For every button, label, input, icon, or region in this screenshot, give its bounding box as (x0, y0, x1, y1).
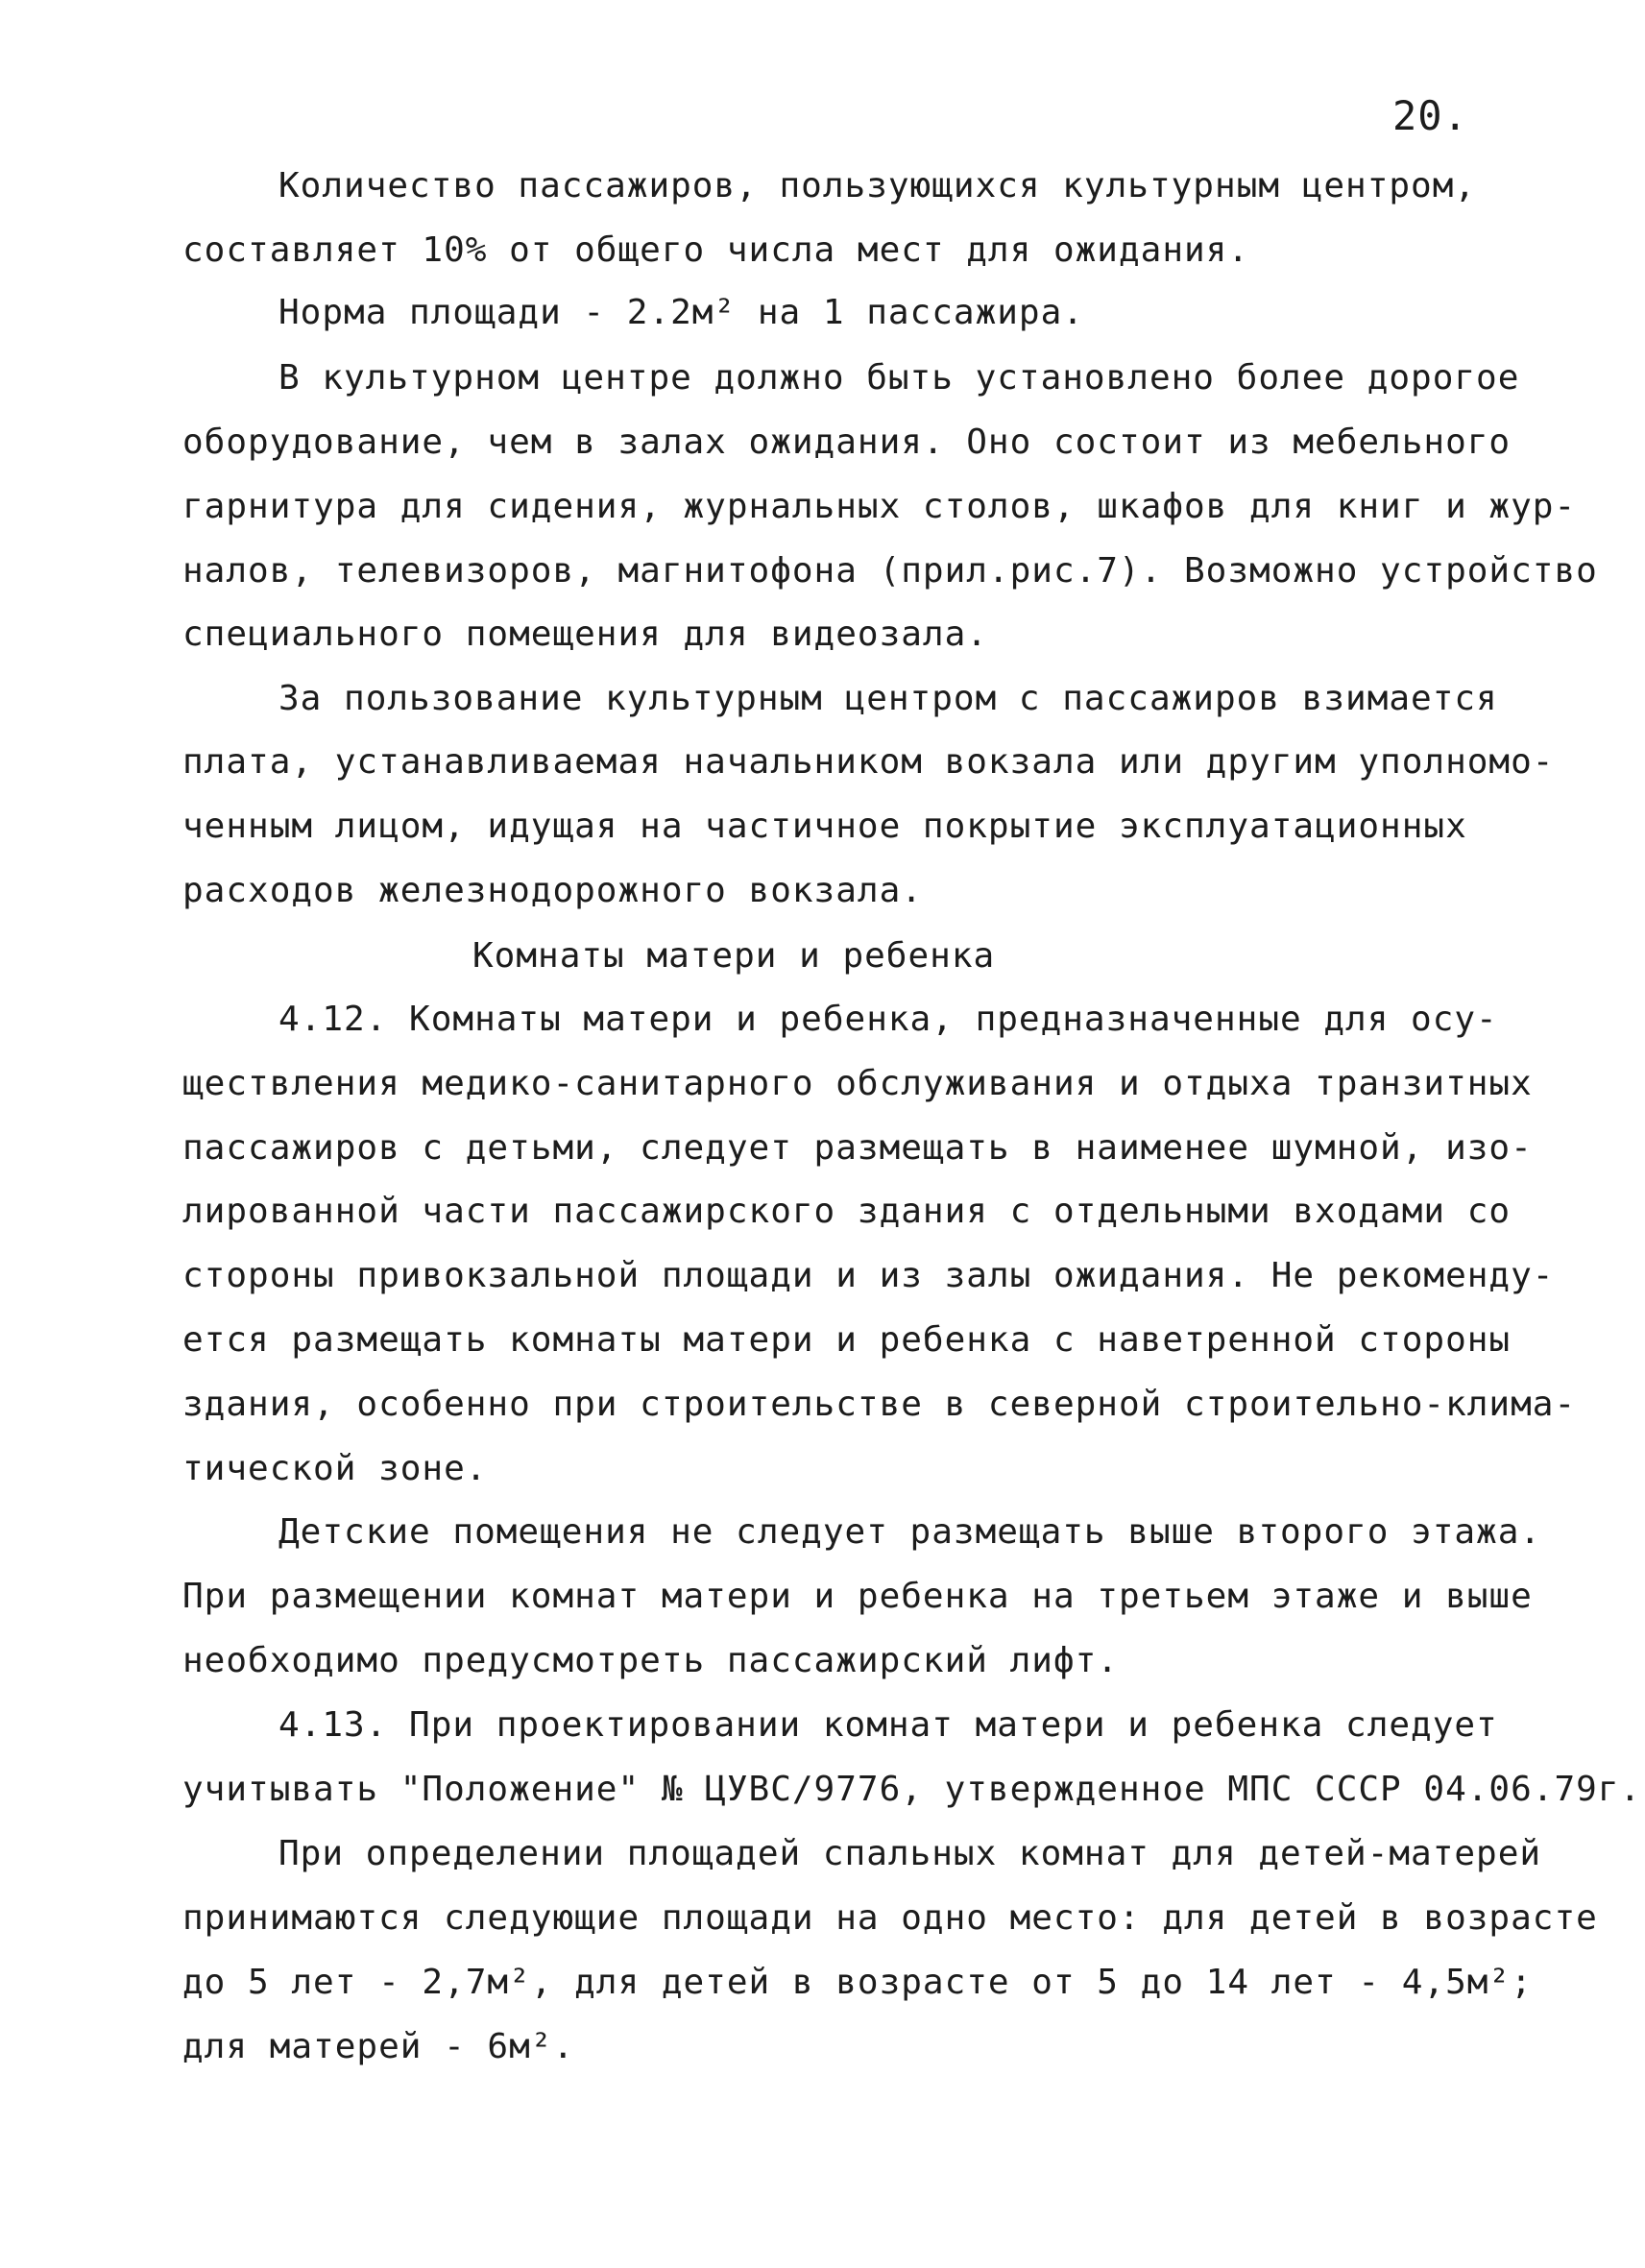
text-line: За пользование культурным центром с пассажиров взимается (278, 679, 1498, 718)
text-line: При размещении комнат матери и ребенка на третьем этаже и выше (182, 1577, 1533, 1616)
text-line: гарнитура для сидения, журнальных столов, шкафов для книг и жур- (182, 487, 1577, 526)
text-line: При определении площадей спальных комнат для детей-матерей (278, 1834, 1542, 1873)
text-line: специального помещения для видеозала. (182, 615, 988, 654)
text-line: Детские помещения не следует размещать выше второго этажа. (278, 1512, 1542, 1552)
text-line: 4.13. При проектировании комнат матери и ребенка следует (278, 1705, 1498, 1745)
section-heading: Комнаты матери и ребенка (472, 936, 996, 976)
text-line: ществления медико-санитарного обслуживания и отдыха транзитных (182, 1064, 1533, 1103)
text-line: для матерей - 6м². (182, 2027, 575, 2066)
text-line: налов, телевизоров, магнитофона (прил.рис.7). Возможно устройство (182, 551, 1598, 591)
text-line: до 5 лет - 2,7м², для детей в возрасте от 5 до 14 лет - 4,5м²; (182, 1963, 1533, 2002)
text-line: необходимо предусмотреть пассажирский лифт. (182, 1641, 1119, 1680)
text-line: ченным лицом, идущая на частичное покрытие эксплуатационных (182, 807, 1467, 846)
text-line: лированной части пассажирского здания с отдельными входами со (182, 1192, 1512, 1231)
text-line: ется размещать комнаты матери и ребенка с наветренной стороны (182, 1320, 1512, 1360)
text-line: учитывать "Положение" № ЦУВС/9776, утвержденное МПС СССР 04.06.79г. (182, 1770, 1642, 1809)
text-line: тической зоне. (182, 1449, 488, 1488)
text-line: стороны привокзальной площади и из залы ожидания. Не рекоменду- (182, 1256, 1555, 1295)
text-line: В культурном центре должно быть установлено более дорогое (278, 358, 1520, 398)
text-line: Количество пассажиров, пользующихся культурным центром, (278, 166, 1477, 205)
text-line: оборудование, чем в залах ожидания. Оно состоит из мебельного (182, 422, 1512, 462)
page-number: 20. (1392, 92, 1468, 139)
text-line: здания, особенно при строительстве в северной строительно-клима- (182, 1385, 1577, 1424)
text-line: пассажиров с детьми, следует размещать в наименее шумной, изо- (182, 1128, 1533, 1168)
text-line: плата, устанавливаемая начальником вокзала или другим уполномо- (182, 742, 1555, 782)
text-line: 4.12. Комнаты матери и ребенка, предназначенные для осу- (278, 1000, 1498, 1039)
text-line: принимаются следующие площади на одно место: для детей в возрасте (182, 1898, 1598, 1938)
text-line: расходов железнодорожного вокзала. (182, 871, 923, 910)
text-line: Норма площади - 2.2м² на 1 пассажира. (278, 293, 1084, 332)
text-line: составляет 10% от общего числа мест для ожидания. (182, 230, 1250, 270)
